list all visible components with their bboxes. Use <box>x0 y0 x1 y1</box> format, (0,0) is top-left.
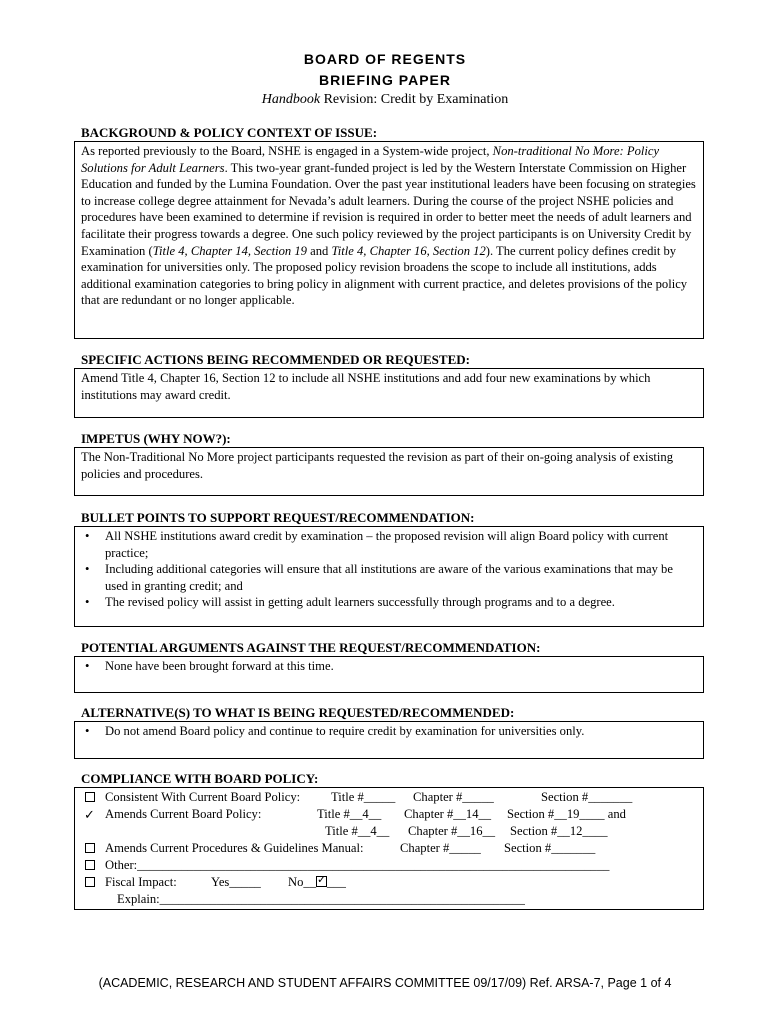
bullets-heading: BULLET POINTS TO SUPPORT REQUEST/RECOMMENDATION: <box>81 510 475 525</box>
amends-chapter-field: Chapter #__14__ <box>404 807 492 821</box>
specific-text: Amend Title 4, Chapter 16, Section 12 to include all NSHE institutions and add four new examinations by which institutions may award credit. <box>81 371 651 402</box>
doc-topic-rest: Revision: Credit by Examination <box>320 92 509 107</box>
bg-part-1: As reported previously to the Board, NSHE is engaged in a System-wide project, <box>81 144 493 158</box>
amends2-title-field: Title #__4__ <box>325 824 390 838</box>
impetus-text: The Non-Traditional No More project participants requested the revision as part of their on-going analysis of existing policies and procedures. <box>81 450 673 481</box>
bullet-dot-icon: • <box>85 724 90 738</box>
bg-part-2: . This two-year grant-funded project is led by the Western Interstate Commission on Higher Education and funded by the Lumina Foundation. Over the past year institutional leaders have been focusing on strategies to increase college degree attainment for Nevada’s adult learners. During the course of the project NSHE policies and procedures have been examined to determine if revision is required in order to better meet the needs of adult learners and facilitate their progress towards a degree. One such policy reviewed by the project participants is on University Credit by Examination ( <box>81 160 696 258</box>
doc-title: BOARD OF REGENTS <box>303 51 467 67</box>
background-text <box>81 143 697 309</box>
bullet-dot-icon: • <box>85 562 90 577</box>
alternative-text: Do not amend Board policy and continue to require credit by examination for universities only. <box>105 724 585 738</box>
compliance-row-amends <box>83 806 697 823</box>
impetus-box <box>74 447 704 496</box>
bg-part-4: ). The current policy defines credit by examination for universities only. The proposed policy revision broadens the scope to include all institutions, adds additional examination categories to bring policy in alignment with current practice, and deletes provisions of the policy that are redundant or no longer applicable. <box>81 243 688 308</box>
checkmark-icon[interactable]: ✓ <box>84 807 95 822</box>
compliance-box <box>74 787 704 910</box>
argument-text: None have been brought forward at this time. <box>105 659 334 673</box>
checked-box-icon[interactable] <box>316 876 327 887</box>
bullet-dot-icon: • <box>85 595 90 610</box>
bg-part-3: and <box>306 243 332 258</box>
background-heading: BACKGROUND & POLICY CONTEXT OF ISSUE: <box>81 125 378 140</box>
bullet-text: Including additional categories will ensure that all institutions are aware of the various examinations that may be used in granting credit; and <box>105 562 673 593</box>
bullets-box <box>74 526 704 627</box>
amends-title-field: Title #__4__ <box>317 807 382 821</box>
page-footer: (ACADEMIC, RESEARCH AND STUDENT AFFAIRS COMMITTEE 09/17/09) Ref. ARSA-7, Page 1 of 4 <box>98 976 672 990</box>
doc-topic <box>0 92 770 108</box>
alternative-item <box>81 723 697 740</box>
amends-label: Amends Current Board Policy: <box>105 807 262 821</box>
bullet-item <box>81 594 697 611</box>
bg-part-3-italic: Title 4, Chapter 16, Section 12 <box>331 243 486 258</box>
compliance-heading: COMPLIANCE WITH BOARD POLICY: <box>81 771 319 786</box>
doc-subtitle: BRIEFING PAPER <box>319 72 451 88</box>
consistent-title-field: Title #_____ <box>331 790 396 804</box>
bullet-text: The revised policy will assist in getting adult learners successfully through programs and to a degree. <box>105 595 615 610</box>
alternatives-box <box>74 721 704 759</box>
specific-box <box>74 368 704 418</box>
consistent-label: Consistent With Current Board Policy: <box>105 790 301 804</box>
fiscal-yes-field: Yes_____ <box>211 875 261 889</box>
specific-heading: SPECIFIC ACTIONS BEING RECOMMENDED OR REQUESTED: <box>81 352 470 367</box>
bg-part-1-italic: Non-traditional No More: Policy Solutions for Adult Learners <box>81 144 660 175</box>
amends-section-field: Section #__19____ and <box>507 807 626 821</box>
explain-field: Explain:__________________________________________________________ <box>117 892 525 906</box>
procedures-section-field: Section #_______ <box>504 841 596 855</box>
alternatives-heading: ALTERNATIVE(S) TO WHAT IS BEING REQUESTED/RECOMMENDED: <box>81 705 515 720</box>
compliance-row-amends-2 <box>83 823 697 840</box>
background-box <box>74 141 704 339</box>
doc-topic-italic: Handbook <box>261 92 321 107</box>
impetus-heading: IMPETUS (WHY NOW?): <box>81 431 231 446</box>
bullet-text: All NSHE institutions award credit by examination – the proposed revision will align Board policy with current practice; <box>105 529 669 560</box>
unchecked-box-icon[interactable] <box>83 840 101 857</box>
amends2-section-field: Section #__12____ <box>510 824 608 838</box>
compliance-row-consistent <box>83 789 697 806</box>
arguments-heading: POTENTIAL ARGUMENTS AGAINST THE REQUEST/RECOMMENDATION: <box>81 640 541 655</box>
compliance-row-procedures <box>83 840 697 857</box>
unchecked-box-icon[interactable] <box>83 789 101 806</box>
unchecked-box-icon[interactable] <box>83 857 101 874</box>
amends2-chapter-field: Chapter #__16__ <box>408 824 496 838</box>
bg-part-2-italic: Title 4, Chapter 14, Section 19 <box>152 243 307 258</box>
consistent-chapter-field: Chapter #_____ <box>413 790 494 804</box>
consistent-section-field: Section #_______ <box>541 790 633 804</box>
fiscal-no-suffix: ___ <box>327 875 346 889</box>
fiscal-no-prefix: No__ <box>288 875 316 889</box>
compliance-row-fiscal <box>83 874 697 891</box>
fiscal-no-field <box>288 874 346 891</box>
fiscal-label: Fiscal Impact: <box>105 875 177 889</box>
arguments-box <box>74 656 704 693</box>
unchecked-box-icon[interactable] <box>83 874 101 891</box>
procedures-chapter-field: Chapter #_____ <box>400 841 481 855</box>
bullet-item <box>81 528 697 561</box>
bullet-item <box>81 561 697 594</box>
argument-item <box>81 658 697 675</box>
compliance-row-other <box>83 857 697 874</box>
bullet-dot-icon: • <box>85 529 90 543</box>
compliance-row-explain <box>83 891 697 908</box>
bullet-dot-icon: • <box>85 659 90 673</box>
other-field: Other:___________________________________________________________________________ <box>105 858 610 872</box>
procedures-label: Amends Current Procedures & Guidelines Manual: <box>105 841 364 855</box>
